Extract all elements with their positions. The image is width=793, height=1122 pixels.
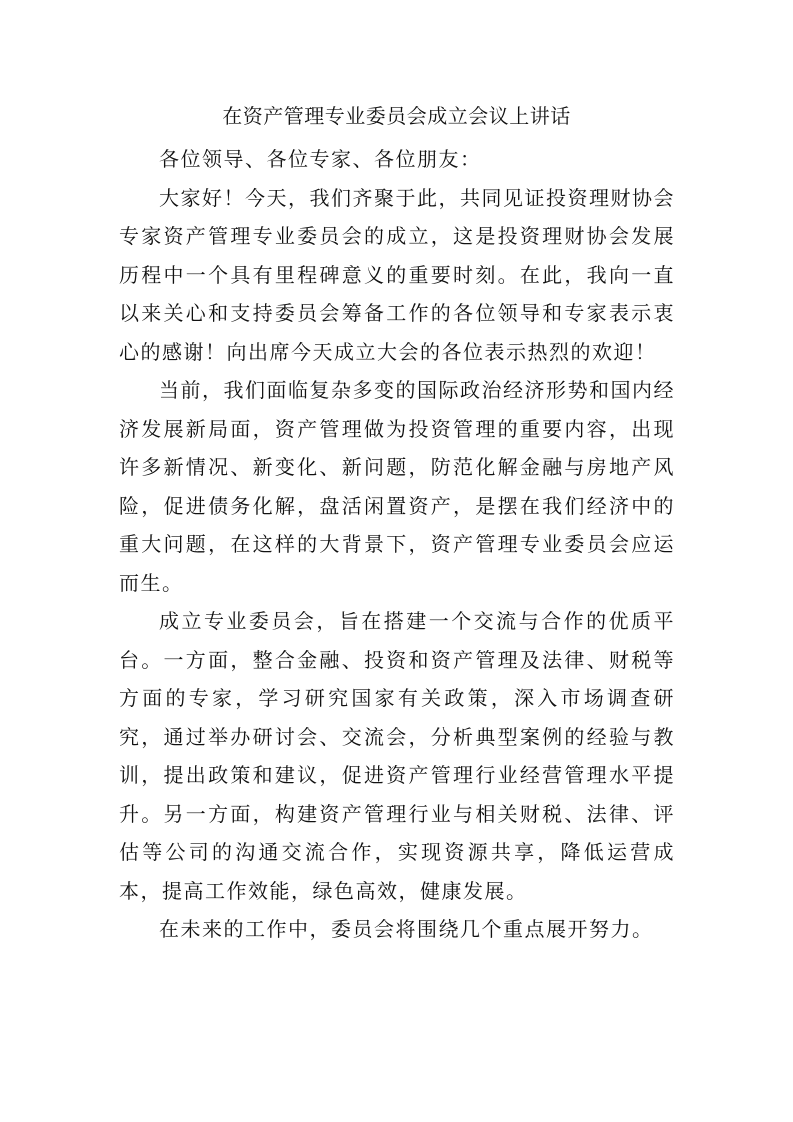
- paragraph-greeting: 大家好！今天，我们齐聚于此，共同见证投资理财协会专家资产管理专业委员会的成立，这是投资理财协会发展历程中一个具有里程碑意义的重要时刻。在此，我向一直以来关心和支持委员会筹备工作的各位领导和专家表示衷心的感谢！向出席今天成立大会的各位表示热烈的欢迎！: [119, 185, 675, 364]
- paragraph-future-work: 在未来的工作中，委员会将围绕几个重点展开努力。: [159, 917, 654, 941]
- document-body: [119, 140, 675, 949]
- paragraph-salutation: 各位领导、各位专家、各位朋友：: [159, 147, 482, 171]
- paragraph-background: 当前，我们面临复杂多变的国际政治经济形势和国内经济发展新局面，资产管理做为投资管理的重要内容，出现许多新情况、新变化、新问题，防范化解金融与房地产风险，促进债务化解，盘活闲置资产，是摆在我们经济中的重大问题，在这样的大背景下，资产管理专业委员会应运而生。: [119, 378, 675, 595]
- paragraph-purpose: 成立专业委员会，旨在搭建一个交流与合作的优质平台。一方面，整合金融、投资和资产管理及法律、财税等方面的专家，学习研究国家有关政策，深入市场调查研究，通过举办研讨会、交流会，分析典型案例的经验与教训，提出政策和建议，促进资产管理行业经营管理水平提升。另一方面，构建资产管理行业与相关财税、法律、评估等公司的沟通交流合作，实现资源共享，降低运营成本，提高工作效能，绿色高效，健康发展。: [119, 609, 675, 903]
- document-title: 在资产管理专业委员会成立会议上讲话: [222, 104, 571, 128]
